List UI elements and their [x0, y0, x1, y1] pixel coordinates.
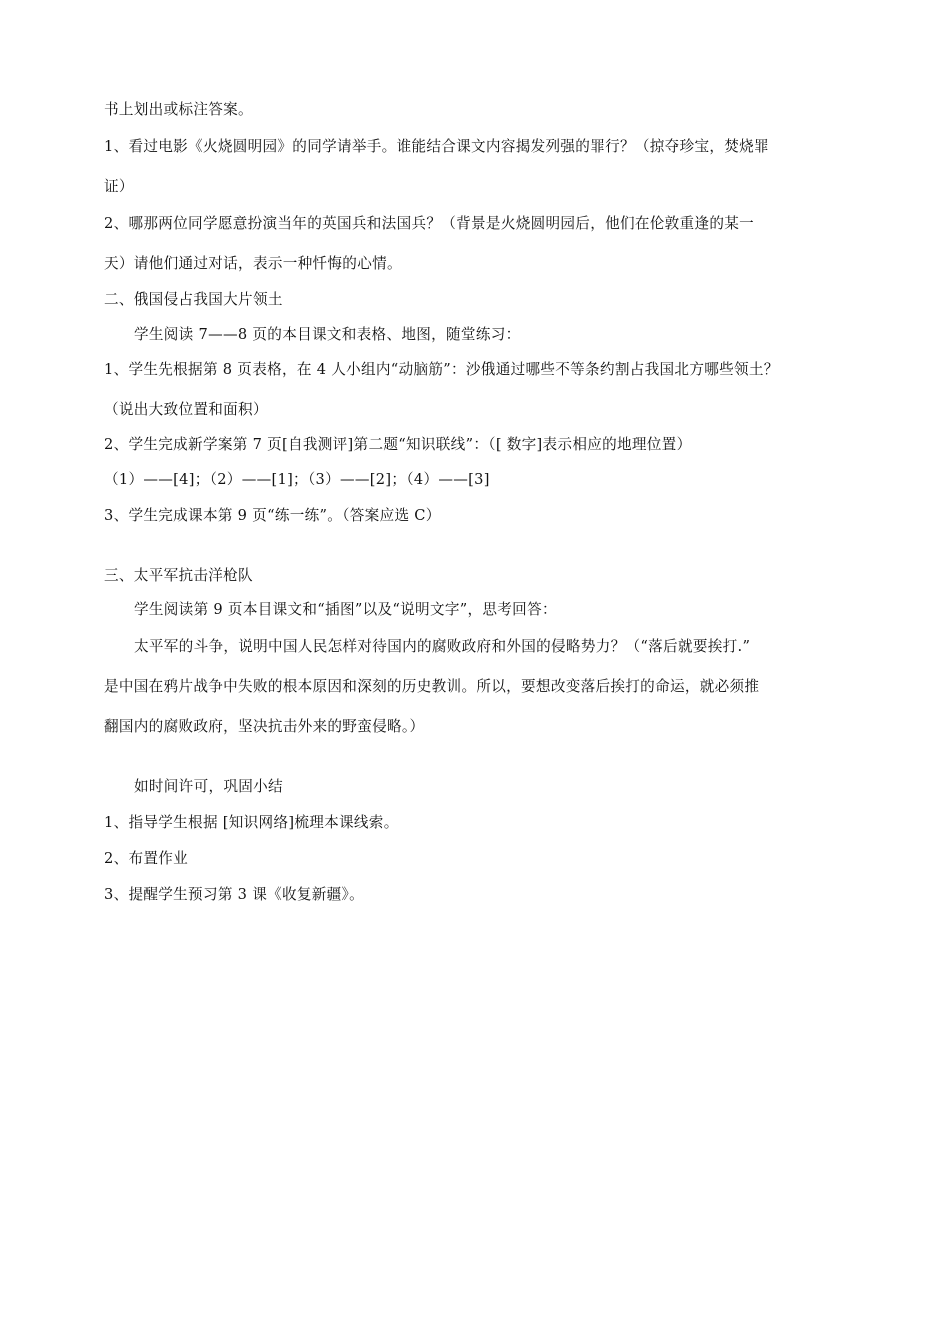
text-line: 1、学生先根据第 8 页表格，在 4 人小组内“动脑筋”：沙俄通过哪些不等条约割占我国北方哪些领土？ — [104, 361, 779, 378]
text-line: 如时间许可，巩固小结 — [134, 778, 283, 795]
text-line: 太平军的斗争，说明中国人民怎样对待国内的腐败政府和外国的侵略势力？（“落后就要挨打.” — [134, 638, 751, 655]
text-line: 1、看过电影《火烧圆明园》的同学请举手。谁能结合课文内容揭发列强的罪行？（掠夺珍宝，焚烧罪 — [104, 138, 769, 155]
section-heading: 二、俄国侵占我国大片领土 — [104, 291, 283, 308]
text-line: 学生阅读 7——8 页的本目课文和表格、地图，随堂练习： — [134, 326, 521, 343]
text-line: 1、指导学生根据 [知识网络]梳理本课线索。 — [104, 814, 399, 831]
text-line: 学生阅读第 9 页本目课文和“插图”以及“说明文字”，思考回答： — [134, 601, 557, 618]
text-line: 是中国在鸦片战争中失败的根本原因和深刻的历史教训。所以，要想改变落后挨打的命运，就必须推 — [104, 678, 760, 695]
text-line: 2、哪那两位同学愿意扮演当年的英国兵和法国兵？（背景是火烧圆明园后，他们在伦敦重逢的某一 — [104, 215, 755, 232]
text-line: （说出大致位置和面积） — [104, 401, 268, 418]
text-line: （1）——[4]；（2）——[1]；（3）——[2]；（4）——[3] — [104, 471, 490, 488]
text-line: 翻国内的腐败政府，坚决抗击外来的野蛮侵略。） — [104, 718, 425, 735]
text-line: 3、提醒学生预习第 3 课《收复新疆》。 — [104, 886, 365, 903]
section-heading: 三、太平军抗击洋枪队 — [104, 567, 253, 584]
text-line: 2、布置作业 — [104, 850, 189, 867]
text-line: 书上划出或标注答案。 — [104, 101, 253, 118]
text-line: 证） — [104, 178, 134, 195]
text-line: 3、学生完成课本第 9 页“练一练”。（答案应选 C） — [104, 507, 441, 524]
text-line: 天）请他们通过对话，表示一种忏悔的心情。 — [104, 255, 402, 272]
text-line: 2、学生完成新学案第 7 页[自我测评]第二题“知识联线”：（[ 数字]表示相应的地理位置） — [104, 436, 692, 453]
